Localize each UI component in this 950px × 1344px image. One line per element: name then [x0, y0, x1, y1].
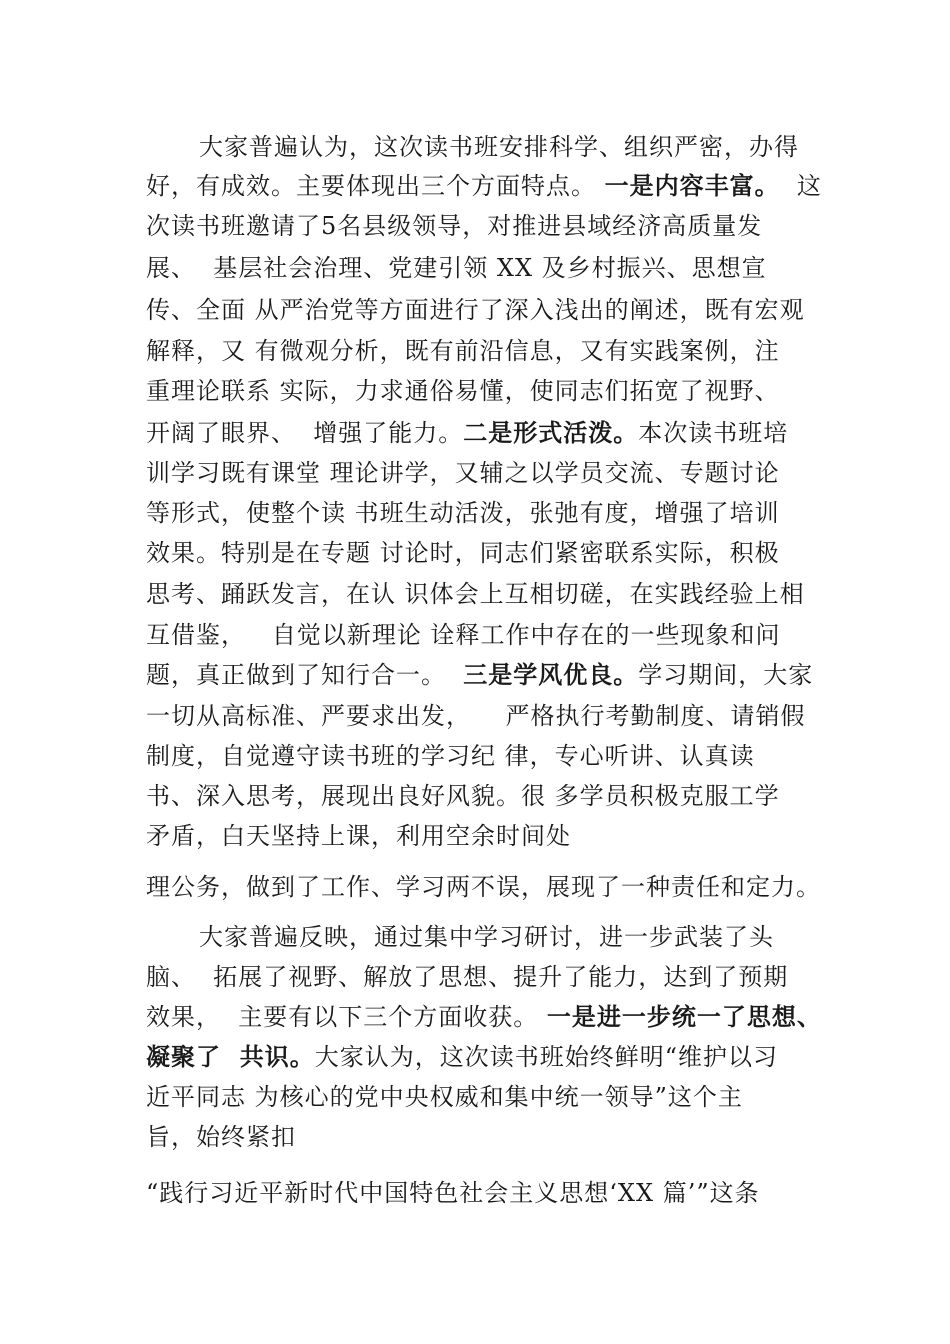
text-line-6 — [146, 336, 780, 366]
text-line-13 — [146, 620, 781, 650]
text-run: 思考、踊跃发言，在认 识体会上互相切磋，在实践经验上相 — [146, 580, 805, 608]
text-line-7 — [146, 376, 780, 406]
text-line-24 — [146, 1082, 743, 1112]
text-line-5 — [146, 295, 805, 325]
text-run: 大家普遍认为，这次读书班安排科学、组织严密，办得 — [199, 133, 799, 161]
text-run: 效果， 主要有以下三个方面收获。 — [146, 1003, 547, 1031]
text-line-22 — [146, 1002, 822, 1032]
text-line-16 — [146, 741, 755, 771]
text-run: 大家认为，这次读书班始终鲜明“维护以习 — [314, 1043, 778, 1071]
text-run: 矛盾，白天坚持上课，利用空余时间处 — [146, 822, 571, 850]
text-line-10 — [146, 498, 780, 528]
text-run: 本次读书班培 — [638, 419, 789, 447]
text-line-9 — [146, 458, 780, 488]
text-line-21 — [146, 962, 788, 992]
bold-run: 凝聚了 共识。 — [146, 1042, 315, 1071]
text-line-1 — [199, 132, 799, 162]
bold-run: 一是内容丰富。 — [604, 171, 780, 200]
bold-run: 二是形式活泼。 — [463, 418, 639, 447]
text-line-4 — [146, 253, 767, 283]
text-run: 制度，自觉遵守读书班的学习纪 律，专心听讲、认真读 — [146, 742, 755, 770]
text-run: 理公务，做到了工作、学习两不误，展现了一种责任和定力。 — [146, 873, 821, 901]
text-line-26 — [146, 1178, 760, 1208]
text-line-19 — [146, 872, 821, 902]
text-line-20 — [199, 922, 774, 952]
text-line-15 — [146, 701, 806, 731]
text-line-23 — [146, 1042, 778, 1072]
text-run: 解释，又 有微观分析，既有前沿信息，又有实践案例，注 — [146, 337, 780, 365]
text-line-2 — [146, 171, 822, 201]
text-run: 互借鉴， 自觉以新理论 诠释工作中存在的一些现象和问 — [146, 621, 781, 649]
text-line-18 — [146, 821, 571, 851]
text-run: 这 — [779, 172, 822, 200]
text-run: 等形式，使整个读 书班生动活泼，张弛有度，增强了培训 — [146, 499, 780, 527]
text-line-17 — [146, 781, 780, 811]
text-run: 开阔了眼界、 增强了能力。 — [146, 419, 464, 447]
text-run: 传、全面 从严治党等方面进行了深入浅出的阐述，既有宏观 — [146, 296, 805, 324]
text-run: 脑、 拓展了视野、解放了思想、提升了能力，达到了预期 — [146, 963, 789, 991]
text-line-14 — [146, 660, 813, 690]
text-run: 学习期间，大家 — [638, 661, 814, 689]
text-run: 一切从高标准、严要求出发， 严格执行考勤制度、请销假 — [146, 702, 806, 730]
text-line-11 — [146, 538, 780, 568]
text-run: 好，有成效。主要体现出三个方面特点。 — [146, 172, 605, 200]
text-run: 次读书班邀请了5名县级领导，对推进县域经济高质量发 — [146, 212, 763, 240]
text-run: 大家普遍反映，通过集中学习研讨，进一步武装了头 — [199, 923, 774, 951]
text-line-12 — [146, 579, 805, 609]
text-line-3 — [146, 211, 762, 241]
text-run: 效果。特别是在专题 讨论时，同志们紧密联系实际，积极 — [146, 539, 780, 567]
text-run: 训学习既有课堂 理论讲学，又辅之以学员交流、专题讨论 — [146, 459, 780, 487]
text-run: 近平同志 为核心的党中央权威和集中统一领导”这个主 — [146, 1083, 743, 1111]
text-run: 题，真正做到了知行合一。 — [146, 661, 464, 689]
text-line-8 — [146, 418, 788, 448]
text-run: 书、深入思考，展现出良好风貌。很 多学员积极克服工学 — [146, 782, 780, 810]
text-run: “践行习近平新时代中国特色社会主义思想‘XX 篇’”这条 — [146, 1179, 760, 1207]
bold-run: 三是学风优良。 — [463, 660, 639, 689]
text-line-25 — [146, 1122, 296, 1152]
text-run: 重理论联系 实际，力求通俗易懂，使同志们拓宽了视野、 — [146, 377, 780, 405]
text-run: 旨，始终紧扣 — [146, 1123, 296, 1151]
text-run: 展、 基层社会治理、党建引领 XX 及乡村振兴、思想宣 — [146, 254, 767, 282]
bold-run: 一是进一步统一了思想、 — [546, 1002, 822, 1031]
